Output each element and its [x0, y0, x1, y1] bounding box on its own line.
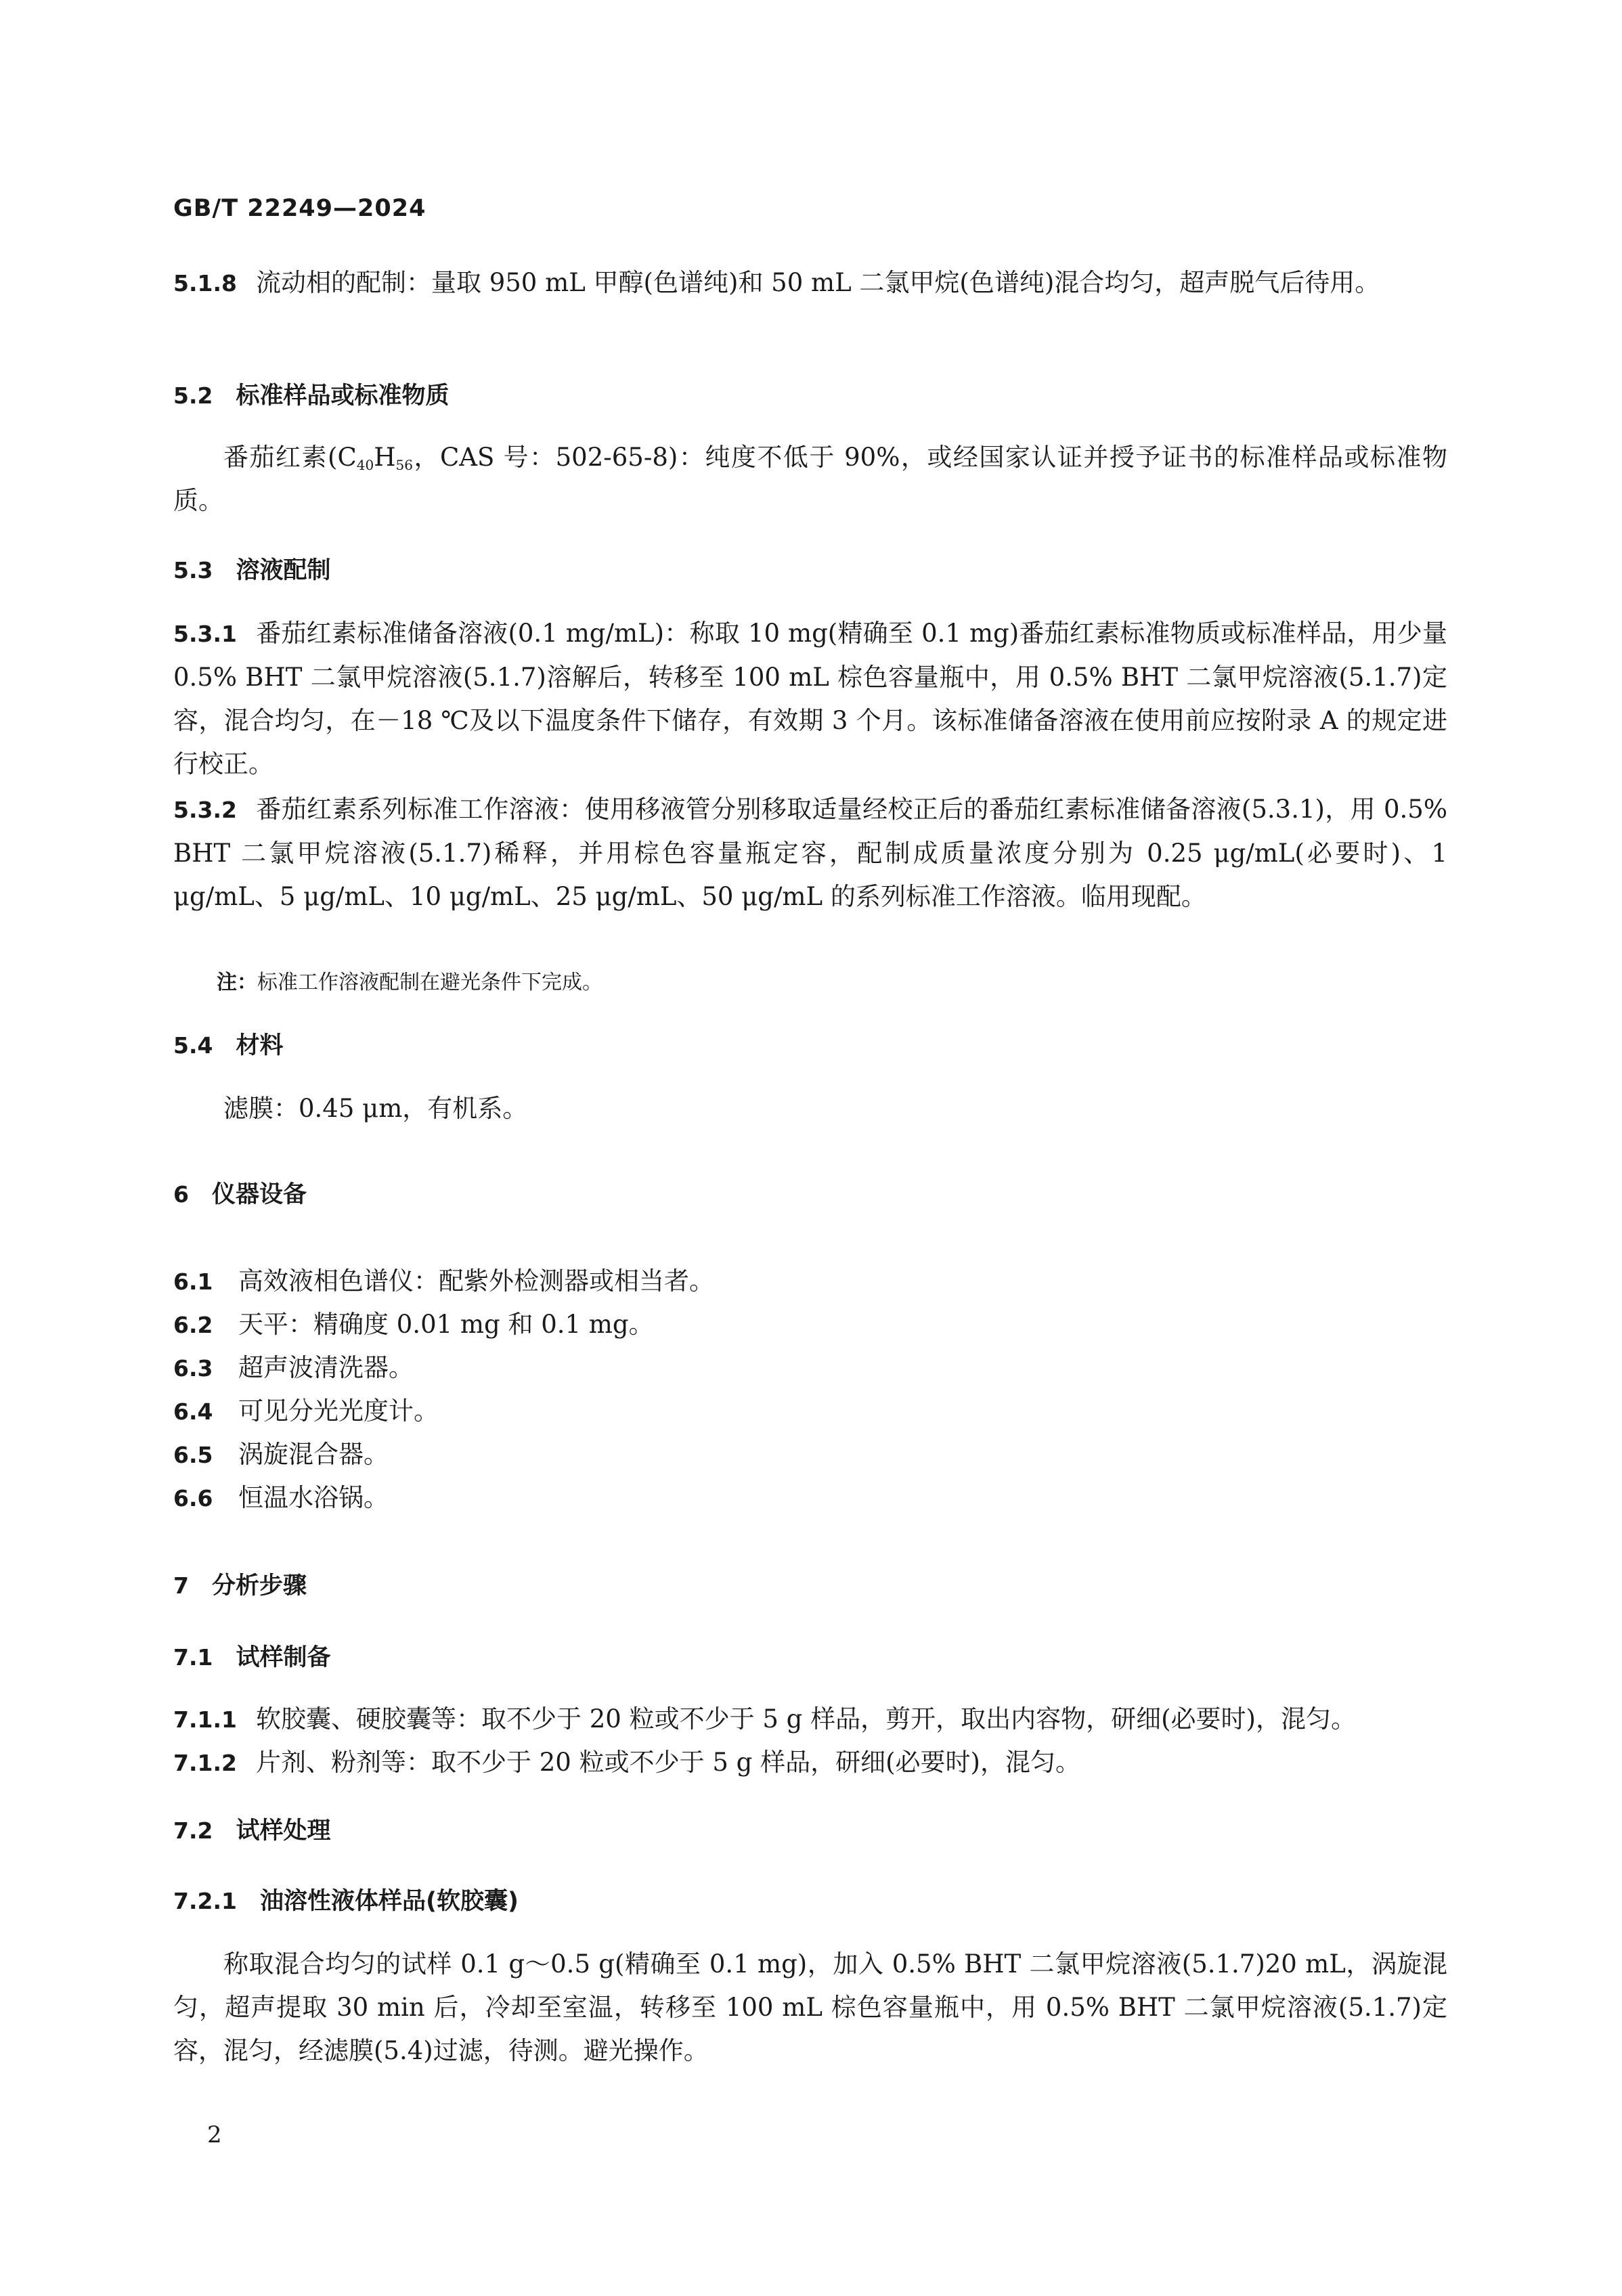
text-run: 番茄红素(C: [223, 443, 357, 472]
clause-text: 片剂、粉剂等：取不少于 20 粒或不少于 5 g 样品，研细(必要时)，混匀。: [255, 1748, 1080, 1777]
section-number: 5.3: [173, 557, 213, 583]
subscript: 40: [356, 457, 374, 473]
section-title: 油溶性液体样品(软胶囊): [259, 1888, 519, 1915]
page-number: 2: [207, 2121, 222, 2148]
chapter-title: 仪器设备: [211, 1181, 307, 1208]
text-run: H: [374, 443, 396, 472]
chapter-number: 7: [173, 1572, 189, 1599]
section-title: 材料: [236, 1032, 284, 1059]
clause-number: 7.1.2: [173, 1750, 237, 1776]
item-text: 涡旋混合器。: [238, 1440, 389, 1469]
chapter-number: 6: [173, 1181, 189, 1208]
text-run: ，CAS 号：502-65-8)：纯度不低于 90%，或经国家认证并授予证书的标准样品或标准物质。: [173, 443, 1447, 515]
section-number: 7.2: [173, 1817, 213, 1844]
note: [217, 968, 602, 998]
section-number: 7.1: [173, 1644, 213, 1671]
clause-text: 软胶囊、硬胶囊等：取不少于 20 粒或不少于 5 g 样品，剪开，取出内容物，研细(必要时)，混匀。: [255, 1704, 1356, 1734]
item-number: 6.6: [173, 1485, 213, 1511]
clause-number: 5.3.2: [173, 797, 237, 823]
clause-7-1-2: [173, 1741, 1447, 1785]
subscript: 56: [395, 457, 413, 473]
list-item: [173, 1264, 714, 1299]
section-number: 5.2: [173, 382, 213, 409]
list-item: [173, 1394, 439, 1429]
section-number: 5.4: [173, 1032, 213, 1059]
item-text: 恒温水浴锅。: [238, 1483, 389, 1512]
list-item: [173, 1438, 389, 1472]
item-number: 6.4: [173, 1398, 213, 1425]
item-text: 高效液相色谱仪：配紫外检测器或相当者。: [238, 1266, 714, 1296]
section-5-2-body: [173, 436, 1447, 523]
section-7-1-heading: [173, 1641, 330, 1675]
section-title: 溶液配制: [236, 557, 331, 584]
clause-number: 5.1.8: [173, 270, 237, 296]
clause-number: 7.1.1: [173, 1706, 237, 1733]
section-title: 试样处理: [236, 1817, 331, 1845]
clause-5-3-1: [173, 612, 1447, 786]
standard-id: GB/T 22249—2024: [173, 195, 426, 222]
clause-7-1-1: [173, 1698, 1447, 1742]
item-number: 6.3: [173, 1355, 213, 1382]
item-text: 可见分光光度计。: [238, 1396, 439, 1426]
section-5-4-heading: [173, 1029, 283, 1063]
clause-number: 5.3.1: [173, 621, 237, 647]
note-label: 注：: [217, 971, 257, 994]
section-number: 7.2.1: [173, 1888, 237, 1914]
clause-5-3-2: [173, 788, 1447, 919]
section-title: 标准样品或标准物质: [236, 382, 450, 410]
clause-5-1-8: [173, 261, 1447, 305]
chapter-title: 分析步骤: [211, 1572, 307, 1599]
item-text: 天平：精确度 0.01 mg 和 0.1 mg。: [238, 1310, 654, 1339]
section-5-3-heading: [173, 554, 330, 588]
list-item: [173, 1351, 414, 1386]
clause-text: 番茄红素系列标准工作溶液：使用移液管分别移取适量经校正后的番茄红素标准储备溶液(5.3.1)，用 0.5% BHT 二氯甲烷溶液(5.1.7)稀释，并用棕色容量瓶定容，配制成质量浓度分别为 0.25 μg/mL(必要时)、1 μg/mL、5 μg/mL、10 μg/mL、25 μg/mL、50 μg/mL 的系列标准工作溶液。临用现配。: [173, 795, 1447, 911]
item-number: 6.1: [173, 1268, 213, 1295]
section-7-2-1-heading: [173, 1884, 519, 1918]
section-7-2-heading: [173, 1814, 330, 1848]
list-item: [173, 1481, 389, 1516]
note-text: 标准工作溶液配制在避光条件下完成。: [257, 971, 602, 994]
clause-text: 番茄红素标准储备溶液(0.1 mg/mL)：称取 10 mg(精确至 0.1 mg)番茄红素标准物质或标准样品，用少量 0.5% BHT 二氯甲烷溶液(5.1.7)溶解后，转移至 100 mL 棕色容量瓶中，用 0.5% BHT 二氯甲烷溶液(5.1.7)定容，混合均匀，在－18 ℃及以下温度条件下储存，有效期 3 个月。该标准储备溶液在使用前应按附录 A 的规定进行校正。: [173, 619, 1447, 778]
item-number: 6.2: [173, 1312, 213, 1338]
item-text: 超声波清洗器。: [238, 1353, 414, 1382]
section-title: 试样制备: [236, 1644, 331, 1671]
list-item: [173, 1308, 654, 1342]
section-5-4-body: 滤膜：0.45 μm，有机系。: [223, 1094, 528, 1123]
section-5-2-heading: [173, 379, 449, 413]
chapter-6-heading: [173, 1178, 307, 1212]
section-7-2-1-body: 称取混合均匀的试样 0.1 g～0.5 g(精确至 0.1 mg)，加入 0.5% BHT 二氯甲烷溶液(5.1.7)20 mL，涡旋混匀，超声提取 30 min 后，冷却至室温，转移至 100 mL 棕色容量瓶中，用 0.5% BHT 二氯甲烷溶液(5.1.7)定容，混匀，经滤膜(5.4)过滤，待测。避光操作。: [173, 1949, 1447, 2065]
chapter-7-heading: [173, 1569, 307, 1603]
clause-text: 流动相的配制：量取 950 mL 甲醇(色谱纯)和 50 mL 二氯甲烷(色谱纯)混合均匀，超声脱气后待用。: [255, 268, 1380, 297]
item-number: 6.5: [173, 1442, 213, 1468]
